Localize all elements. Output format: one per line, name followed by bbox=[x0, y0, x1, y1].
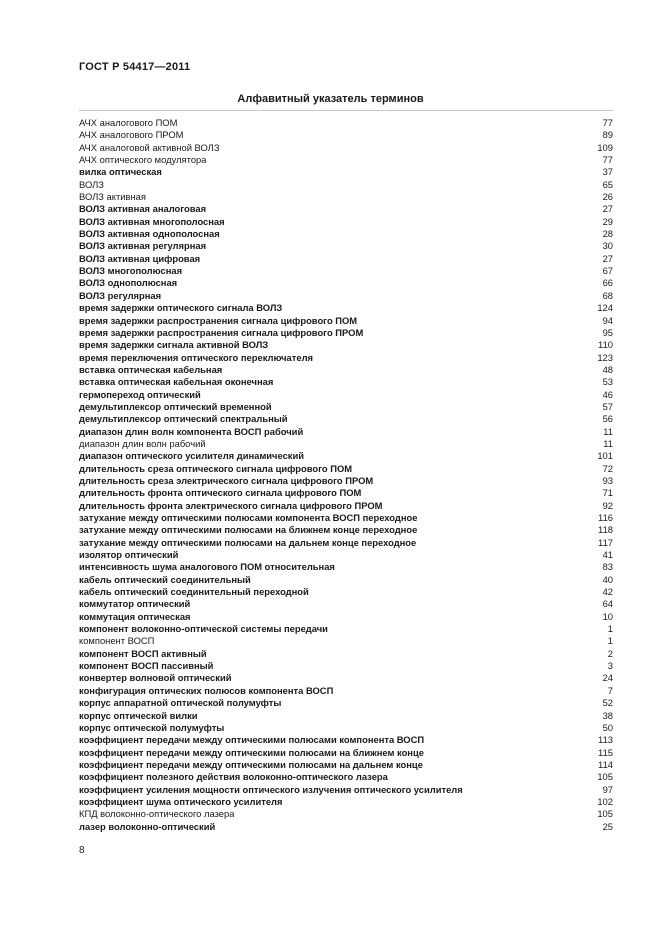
index-entry-term: кабель оптический соединительный bbox=[79, 573, 251, 585]
index-entry bbox=[79, 327, 613, 339]
index-entry-page: 65 bbox=[602, 178, 613, 190]
index-entry bbox=[79, 290, 613, 302]
index-entry-term: вставка оптическая кабельная оконечная bbox=[79, 376, 274, 388]
index-entry-page: 50 bbox=[602, 721, 613, 733]
index-entry-term: КПД волоконно-оптического лазера bbox=[79, 808, 235, 820]
index-entry-term: диапазон длин волн рабочий bbox=[79, 437, 206, 449]
index-entry bbox=[79, 500, 613, 512]
index-entry-page: 56 bbox=[602, 413, 613, 425]
index-entry bbox=[79, 524, 613, 536]
index-entry-page: 92 bbox=[602, 499, 613, 511]
index-entry bbox=[79, 784, 613, 796]
index-entry-page: 115 bbox=[598, 746, 613, 758]
index-entry-page: 118 bbox=[598, 524, 613, 536]
index-entry-page: 77 bbox=[602, 117, 613, 128]
index-entry-page: 116 bbox=[598, 512, 613, 523]
index-entry-term: АЧХ аналогового ПРОМ bbox=[79, 129, 184, 141]
index-entry bbox=[79, 142, 613, 154]
index-entry bbox=[79, 487, 613, 499]
index-entry-term: ВОЛЗ многополюсная bbox=[79, 265, 183, 277]
index-entry bbox=[79, 191, 613, 203]
index-entry-page: 68 bbox=[602, 289, 613, 301]
index-entry-term: время задержки сигнала активной ВОЛЗ bbox=[79, 339, 269, 351]
index-entry-page: 95 bbox=[602, 326, 613, 338]
index-entry-page: 11 bbox=[603, 425, 613, 437]
index-entry-page: 41 bbox=[602, 549, 613, 561]
index-entry-page: 27 bbox=[602, 203, 613, 215]
index-entry-term: корпус аппаратной оптической полумуфты bbox=[79, 697, 282, 709]
index-entry-page: 64 bbox=[602, 598, 613, 610]
index-entry-term: длительность среза электрического сигнала цифрового ПРОМ bbox=[79, 474, 374, 486]
index-entry-term: компонент ВОСП пассивный bbox=[79, 660, 214, 672]
index-entry bbox=[79, 574, 613, 586]
index-entry-term: лазер волоконно-оптический bbox=[79, 820, 216, 832]
index-entry-page: 28 bbox=[602, 228, 613, 240]
index-entry bbox=[79, 586, 613, 598]
index-entry bbox=[79, 216, 613, 228]
index-entry-term: ВОЛЗ bbox=[79, 178, 104, 190]
index-entry-term: коммутатор оптический bbox=[79, 598, 191, 610]
index-entry bbox=[79, 796, 613, 808]
index-entry-term: длительность среза оптического сигнала цифрового ПОМ bbox=[79, 462, 353, 474]
index-entry bbox=[79, 512, 613, 524]
index-entry-term: демультиплексор оптический временной bbox=[79, 400, 272, 412]
index-entry bbox=[79, 537, 613, 549]
index-entry bbox=[79, 179, 613, 191]
index-entry-page: 29 bbox=[602, 215, 613, 227]
index-entry bbox=[79, 401, 613, 413]
index-entry-page: 110 bbox=[598, 339, 613, 351]
index-entry bbox=[79, 747, 613, 759]
index-entry-page: 48 bbox=[602, 363, 613, 375]
index-entry-page: 25 bbox=[602, 820, 613, 832]
index-entry bbox=[79, 771, 613, 783]
index-entry-term: коэффициент передачи между оптическими полюсами на дальнем конце bbox=[79, 758, 423, 770]
index-entry-page: 105 bbox=[597, 771, 613, 783]
index-entry-term: компонент ВОСП bbox=[79, 635, 155, 647]
index-entry bbox=[79, 623, 613, 635]
index-entry bbox=[79, 302, 613, 314]
index-entry-page: 77 bbox=[602, 154, 613, 166]
index-entry-page: 37 bbox=[602, 166, 613, 178]
index-entry bbox=[79, 154, 613, 166]
index-entry bbox=[79, 660, 613, 672]
index-entry-page: 7 bbox=[607, 684, 613, 696]
index-entry-term: ВОЛЗ активная однополосная bbox=[79, 228, 220, 240]
index-entry-page: 114 bbox=[598, 758, 613, 770]
index-entry-term: ВОЛЗ активная регулярная bbox=[79, 240, 207, 252]
index-entry bbox=[79, 808, 613, 820]
index-entry-term: ВОЛЗ регулярная bbox=[79, 289, 162, 301]
index-entry bbox=[79, 315, 613, 327]
index-entry bbox=[79, 253, 613, 265]
index-title: Алфавитный указатель терминов bbox=[237, 93, 424, 105]
index-entry bbox=[79, 413, 613, 425]
index-entry-page: 40 bbox=[602, 573, 613, 585]
index-entry-term: коэффициент передачи между оптическими полюсами компонента ВОСП bbox=[79, 734, 425, 746]
index-entry-term: время задержки распространения сигнала цифрового ПРОМ bbox=[79, 326, 364, 338]
index-entry-term: ВОЛЗ активная цифровая bbox=[79, 252, 201, 264]
index-entry bbox=[79, 475, 613, 487]
index-entry bbox=[79, 228, 613, 240]
index-entry bbox=[79, 549, 613, 561]
index-entry bbox=[79, 672, 613, 684]
index-entry-term: затухание между оптическими полюсами на ближнем конце переходное bbox=[79, 524, 418, 536]
index-entry-term: коэффициент усиления мощности оптического излучения оптического усилителя bbox=[79, 783, 463, 795]
index-entry-page: 101 bbox=[597, 450, 613, 462]
index-entry bbox=[79, 240, 613, 252]
index-entry-term: интенсивность шума аналогового ПОМ относительная bbox=[79, 561, 335, 573]
index-entry-term: АЧХ аналогового ПОМ bbox=[79, 117, 178, 128]
index-entry-page: 93 bbox=[602, 474, 613, 486]
index-entry bbox=[79, 697, 613, 709]
index-entry-term: коэффициент полезного действия волоконно-оптического лазера bbox=[79, 771, 388, 783]
index-entry bbox=[79, 611, 613, 623]
index-entry-page: 42 bbox=[602, 586, 613, 598]
index-entry-term: вилка оптическая bbox=[79, 166, 162, 178]
index-entry bbox=[79, 389, 613, 401]
index-entry-page: 105 bbox=[597, 808, 613, 820]
index-entry-page: 83 bbox=[602, 561, 613, 573]
index-entry bbox=[79, 339, 613, 351]
index-entry-page: 46 bbox=[602, 388, 613, 400]
index-entry-page: 27 bbox=[602, 252, 613, 264]
index-entry-term: ВОЛЗ активная многополосная bbox=[79, 215, 225, 227]
index-entry-page: 10 bbox=[602, 610, 613, 622]
index-entry bbox=[79, 129, 613, 141]
index-entry bbox=[79, 598, 613, 610]
index-entry-page: 38 bbox=[602, 709, 613, 721]
index-entry-page: 11 bbox=[603, 437, 613, 449]
index-entry-term: АЧХ аналоговой активной ВОЛЗ bbox=[79, 141, 220, 153]
index-entry-term: изолятор оптический bbox=[79, 549, 179, 561]
index-entry bbox=[79, 685, 613, 697]
index-entry-term: коэффициент шума оптического усилителя bbox=[79, 795, 283, 807]
index-entry-term: длительность фронта электрического сигнала цифрового ПРОМ bbox=[79, 499, 383, 511]
index-entry-term: длительность фронта оптического сигнала цифрового ПОМ bbox=[79, 487, 362, 499]
index-entry-term: компонент волоконно-оптической системы передачи bbox=[79, 623, 328, 635]
index-entry-page: 117 bbox=[598, 536, 613, 548]
index-entry bbox=[79, 463, 613, 475]
index-entry bbox=[79, 352, 613, 364]
index-entry-term: корпус оптической вилки bbox=[79, 709, 198, 721]
standard-id: ГОСТ Р 54417—2011 bbox=[79, 61, 191, 73]
index-entry-term: затухание между оптическими полюсами компонента ВОСП переходное bbox=[79, 512, 418, 523]
index-entry-page: 57 bbox=[602, 400, 613, 412]
index-entry bbox=[79, 117, 613, 129]
index-entry-page: 24 bbox=[602, 672, 613, 684]
index-entry-page: 97 bbox=[602, 783, 613, 795]
index-entry-page: 2 bbox=[607, 647, 613, 659]
index-entry-term: демультиплексор оптический спектральный bbox=[79, 413, 288, 425]
term-index-list bbox=[79, 117, 613, 833]
index-entry-term: конфигурация оптических полюсов компонента ВОСП bbox=[79, 684, 334, 696]
index-entry-page: 123 bbox=[597, 351, 613, 363]
index-entry-page: 72 bbox=[602, 462, 613, 474]
index-entry bbox=[79, 561, 613, 573]
index-entry-term: ВОЛЗ однополюсная bbox=[79, 277, 178, 289]
index-entry-page: 53 bbox=[602, 376, 613, 388]
index-entry-term: диапазон оптического усилителя динамический bbox=[79, 450, 305, 462]
index-entry bbox=[79, 648, 613, 660]
index-entry bbox=[79, 426, 613, 438]
index-entry-page: 71 bbox=[602, 487, 613, 499]
title-divider bbox=[79, 110, 613, 111]
index-entry-term: коммутация оптическая bbox=[79, 610, 191, 622]
index-entry-page: 26 bbox=[602, 191, 613, 203]
index-entry-term: АЧХ оптического модулятора bbox=[79, 154, 207, 166]
index-entry bbox=[79, 821, 613, 833]
index-entry-term: время задержки распространения сигнала цифрового ПОМ bbox=[79, 314, 358, 326]
index-entry-term: вставка оптическая кабельная bbox=[79, 363, 223, 375]
index-entry-term: ВОЛЗ активная аналоговая bbox=[79, 203, 207, 215]
index-entry-page: 89 bbox=[602, 129, 613, 141]
index-entry-term: конвертер волновой оптический bbox=[79, 672, 232, 684]
index-entry bbox=[79, 376, 613, 388]
index-entry-term: диапазон длин волн компонента ВОСП рабочий bbox=[79, 425, 304, 437]
index-entry-page: 30 bbox=[602, 240, 613, 252]
index-entry-page: 67 bbox=[602, 265, 613, 277]
index-entry-page: 52 bbox=[602, 697, 613, 709]
index-entry-term: кабель оптический соединительный переходной bbox=[79, 586, 309, 598]
index-entry bbox=[79, 277, 613, 289]
index-entry-page: 66 bbox=[602, 277, 613, 289]
index-entry-term: затухание между оптическими полюсами на дальнем конце переходное bbox=[79, 536, 417, 548]
page-number: 8 bbox=[79, 845, 85, 856]
index-entry-term: коэффициент передачи между оптическими полюсами на ближнем конце bbox=[79, 746, 424, 758]
index-entry bbox=[79, 734, 613, 746]
index-entry-term: время переключения оптического переключателя bbox=[79, 351, 313, 363]
index-entry-page: 124 bbox=[597, 302, 613, 314]
index-entry bbox=[79, 364, 613, 376]
index-entry-page: 94 bbox=[602, 314, 613, 326]
index-entry-page: 113 bbox=[598, 734, 613, 746]
index-entry-page: 109 bbox=[597, 141, 613, 153]
index-entry-page: 1 bbox=[607, 623, 613, 635]
index-entry-page: 3 bbox=[607, 660, 613, 672]
index-entry-term: гермопереход оптический bbox=[79, 388, 201, 400]
index-entry bbox=[79, 710, 613, 722]
index-entry bbox=[79, 438, 613, 450]
index-entry-term: компонент ВОСП активный bbox=[79, 647, 207, 659]
index-entry bbox=[79, 450, 613, 462]
index-entry bbox=[79, 166, 613, 178]
index-entry bbox=[79, 635, 613, 647]
index-entry bbox=[79, 265, 613, 277]
index-entry bbox=[79, 759, 613, 771]
index-entry-page: 1 bbox=[607, 635, 613, 647]
index-entry-term: ВОЛЗ активная bbox=[79, 191, 146, 203]
index-entry bbox=[79, 203, 613, 215]
index-entry bbox=[79, 722, 613, 734]
index-entry-page: 102 bbox=[597, 795, 613, 807]
index-entry-term: время задержки оптического сигнала ВОЛЗ bbox=[79, 302, 283, 314]
index-entry-term: корпус оптической полумуфты bbox=[79, 721, 225, 733]
